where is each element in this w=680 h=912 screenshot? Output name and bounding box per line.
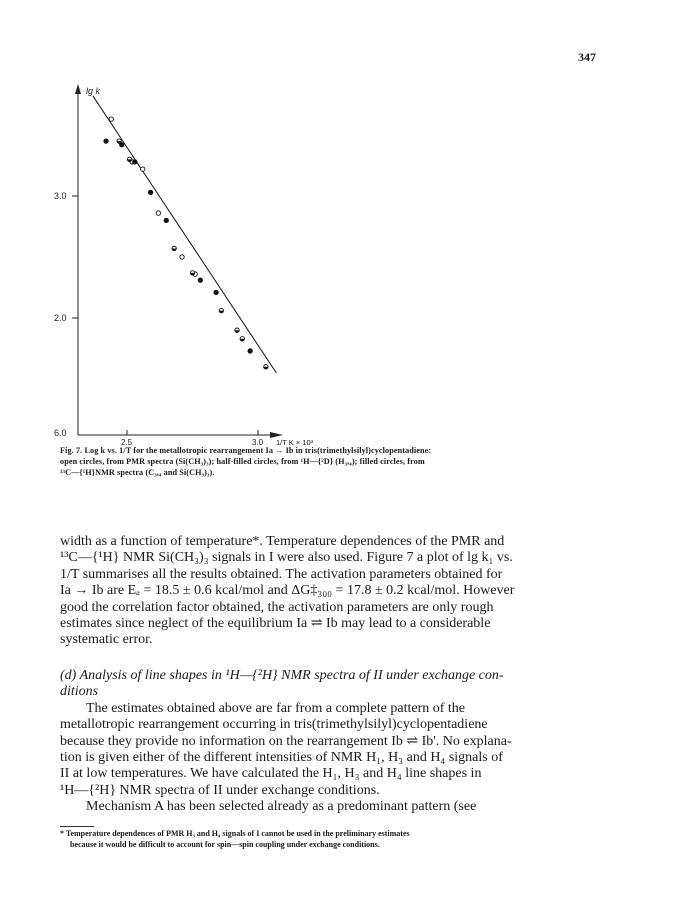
caption-line: open circles, from PMR spectra (Si(CH₃)₃); half-filled circles, from ¹H—{²D} (H₃,₄); filled circles, from [60,457,425,466]
text-line: systematic error. [60,632,153,648]
data-point-filled [164,218,168,222]
text-line: ¹H—{²H} NMR spectra of II under exchange conditions. [60,782,380,798]
data-point-open [109,117,113,121]
data-point-open [180,255,184,259]
text-line: metallotropic rearrangement occurring in tris(trimethylsilyl)cyclopentadiene [60,717,488,733]
data-point-filled [133,160,137,164]
text-line: because they provide no information on the rearrangement Ib ⇌ Ib'. No explana- [60,733,512,749]
data-point-open [141,167,145,171]
y-axis-label: lg k [86,86,101,96]
text-line: 1/T summarises all the results obtained. The activation parameters obtained for [60,566,503,582]
data-point-filled [214,290,218,294]
caption-line: ¹³C—{¹H}NMR spectra (C₃,₄ and Si(CH₃)₃). [60,468,215,477]
data-point-half-filled [172,246,176,250]
text-line: good the correlation factor obtained, the activation parameters are only rough [60,599,494,615]
data-point-filled [148,190,152,194]
section-d [60,668,625,816]
text-line: estimates since neglect of the equilibrium Ia ⇌ Ib may lead to a considerable [60,616,491,632]
y-axis-arrow [75,84,81,94]
footnote-line: because it would be difficult to account for spin—spin coupling under exchange conditions. [70,840,380,849]
text-line: Ia → Ib are Eₐ = 18.5 ± 0.6 kcal/mol and ΔG‡₃₀₀ = 17.8 ± 0.2 kcal/mol. However [60,583,515,599]
data-point-filled [198,278,202,282]
data-point-half-filled [264,365,268,369]
caption-line: Fig. 7. Log k vs. 1/T for the metallotropic rearrangement Ia → Ib in tris(trimethylsilyl)cyclopentadiene: [60,446,432,455]
x-tick-label-30: 3.0 [252,438,264,447]
text-line: ¹³C—{¹H} NMR Si(CH₃)₃ signals in I were also used. Figure 7 a plot of lg k₁ vs. [60,550,513,566]
footnote-line: * Temperature dependences of PMR H₃ and H₄ signals of I cannot be used in the preliminary estimates [60,829,410,838]
x-axis-label: 1/T K × 10³ [276,438,314,447]
text-line: II at low temperatures. We have calculated the H₁, H₃ and H₄ line shapes in [60,766,482,782]
data-point-half-filled [219,308,223,312]
data-point-half-filled [235,328,239,332]
text-line: The estimates obtained above are far from a complete pattern of the [86,700,465,716]
figure-caption [60,445,622,478]
section-heading: ditions [60,684,99,700]
figure-7-plot [0,0,680,450]
data-point-filled [248,349,252,353]
footnote [60,828,625,850]
x-tick-label-25: 2.5 [121,438,133,447]
y-tick-label-bottom: 6.0 [54,428,67,438]
data-point-half-filled [190,271,194,275]
data-point-half-filled [127,157,131,161]
text-line: Mechanism A has been selected already as a predominant pattern (see [86,799,477,815]
section-heading: (d) Analysis of line shapes in ¹H—{²H} NMR spectra of II under exchange con- [60,668,504,683]
regression-line [93,96,276,373]
text-line: tion is given either of the different intensities of NMR H₁, H₃ and H₄ signals of [60,750,503,766]
data-point-open [156,211,160,215]
paragraph-1 [60,534,625,649]
data-point-half-filled [240,337,244,341]
y-tick-label-3: 3.0 [54,191,67,201]
text-line: width as a function of temperature*. Temperature dependences of the PMR and [60,534,505,549]
data-point-filled [120,143,124,147]
data-point-filled [104,139,108,143]
y-tick-label-2: 2.0 [54,313,67,323]
plot-marks [93,96,276,373]
page-number: 347 [578,50,596,64]
footnote-rule [60,826,94,827]
